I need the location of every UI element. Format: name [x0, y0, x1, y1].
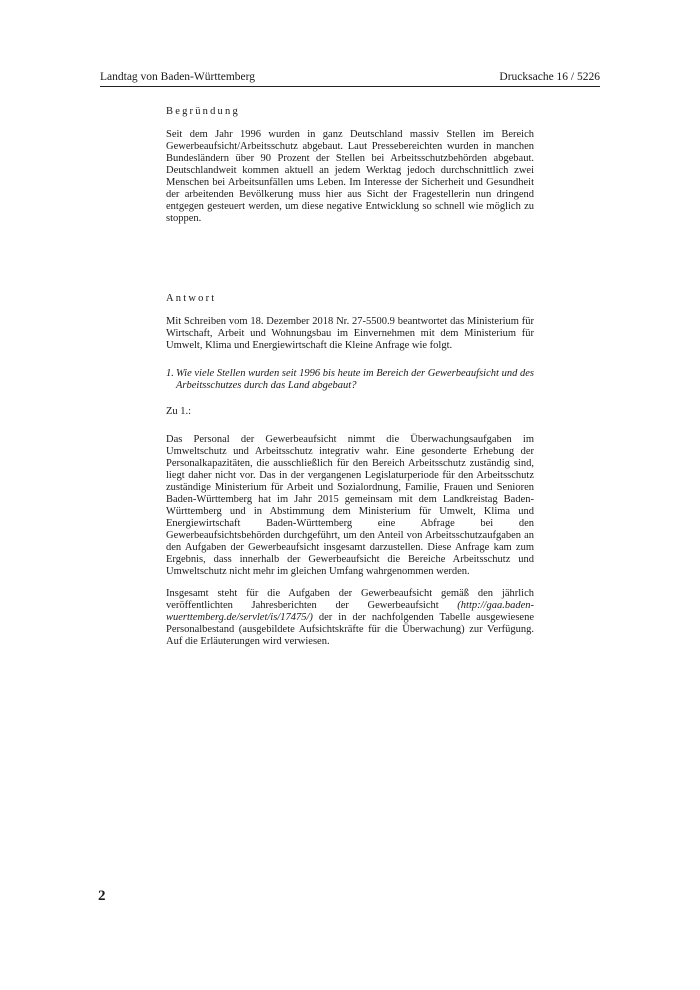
document-body	[166, 106, 534, 658]
page-number: 2	[98, 888, 106, 904]
question-1	[166, 368, 534, 392]
section-title-begruendung: Begründung	[166, 106, 240, 117]
question-text: Wie viele Stellen wurden seit 1996 bis heute im Bereich der Gewerbeaufsicht und des Arbeitsschutzes durch das Land abgebaut?	[176, 368, 534, 391]
antwort-intro: Mit Schreiben vom 18. Dezember 2018 Nr. 27-5500.9 beantwortet das Ministerium für Wirtschaft, Arbeit und Wohnungsbau im Einvernehmen mit dem Ministerium für Umwelt, Klima und Energiewirtschaft die Kleine Anfrage wie folgt.	[166, 316, 534, 351]
answer-paragraph-2-start: Insgesamt steht für die Aufgaben der Gewerbeaufsicht gemäß den jährlich veröffentlichten Jahresberichten der Gewerbeaufsicht	[166, 588, 534, 611]
section-title-antwort: Antwort	[166, 293, 217, 304]
begruendung-text: Seit dem Jahr 1996 wurden in ganz Deutschland massiv Stellen im Bereich Gewerbeaufsicht/Arbeitsschutz abgebaut. Laut Pressebereichten wurden in manchen Bundesländern über 90 Prozent der Stellen bei Arbeitsschutzbehörden abgebaut. Deutschlandweit kommen aktuell an jedem Werktag jedoch durchschnittlich zwei Menschen bei Arbeitsunfällen ums Leben. Im Interesse der Sicherheit und Gesundheit der arbeitenden Bevölkerung muss hier aus Sicht der Fragestellerin nun dringend entgegen gesteuert werden, um diese negative Entwicklung so schnell wie möglich zu stoppen.	[166, 129, 534, 224]
header-document-number: Drucksache 16 / 5226	[499, 71, 600, 83]
report-url-link[interactable]: (http://gaa.baden-wuerttemberg.de/servlet/is/17475/)	[166, 600, 534, 623]
page-header	[100, 68, 600, 87]
header-parliament: Landtag von Baden-Württemberg	[100, 71, 255, 83]
answer-label: Zu 1.:	[166, 406, 192, 417]
answer-paragraph-1: Das Personal der Gewerbeaufsicht nimmt die Überwachungsaufgaben im Umweltschutz und Arbeitsschutz integrativ wahr. Eine gesonderte Erhebung der Personalkapazitäten, die ausschließlich für den Bereich Arbeitsschutz zuständig sind, liegt daher nicht vor. Das in der vergangenen Legislaturperiode für den Arbeitsschutz zuständige Ministerium für Arbeit und Sozialordnung, Familie, Frauen und Senioren Baden-Württemberg hat im Jahr 2015 gemeinsam mit dem Landkreistag Baden-Württemberg und in Abstimmung dem Ministerium für Umwelt, Klima und Energiewirtschaft Baden-Württemberg eine Abfrage bei den Gewerbeaufsichtsbehörden durchgeführt, um den Anteil von Arbeitsschutzaufgaben an den Aufgaben der Gewerbeaufsicht insgesamt darzustellen. Diese Anfrage kam zum Ergebnis, dass innerhalb der Gewerbeaufsicht die Bereiche Arbeitsschutz und Umweltschutz nicht mehr im gleichen Umfang wahrgenommen werden.	[166, 434, 534, 577]
question-number: 1.	[166, 368, 174, 379]
answer-paragraph-2	[166, 588, 534, 648]
answer-paragraph-2-end: der in der nachfolgenden Tabelle ausgewiesene Personalbestand (ausgebildete Aufsichtskräfte für die Überwachung) zur Verfügung. Auf die Erläuterungen wird verwiesen.	[166, 612, 534, 647]
